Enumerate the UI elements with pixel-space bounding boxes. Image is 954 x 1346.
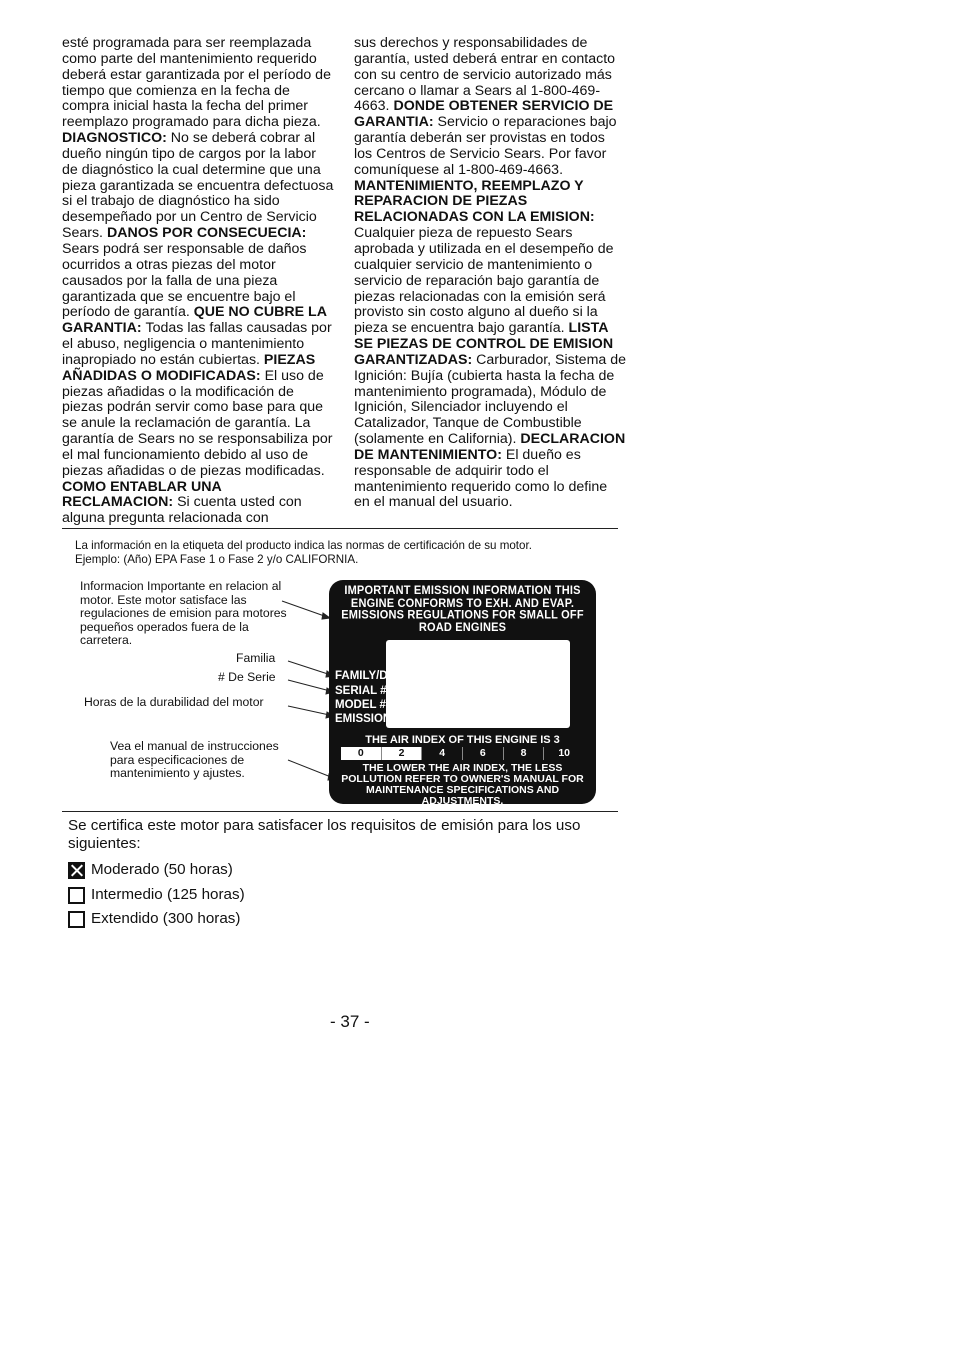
label-air-index: THE AIR INDEX OF THIS ENGINE IS 3 [365, 734, 560, 746]
para-como-entablar: Si cuenta usted con alguna pregunta relacionada con [62, 494, 302, 527]
para-que-no-cubre: Todas las fallas causadas por el abuso, negligencia o mantenimiento inapropiado no están cubiertas. [62, 320, 332, 368]
heading-como-entablar: COMO ENTABLAR UNA RECLAMACION: [62, 478, 222, 511]
air-index-scale [341, 747, 584, 760]
heading-donde-obtener: DONDE OBTENER SERVICIO DE GARANTIA: [354, 98, 614, 131]
para-lista-piezas: Carburador, Sistema de Ignición: Bujía (cubierta hasta la fecha de mantenimiento programada), Módulo de Ignición, Silenciador incluyendo el Catalizador, Tanque de Combustible (solamente en California). [354, 351, 627, 448]
para-danos: Sears podrá ser responsable de daños ocurridos a otras piezas del motor causados por la falla de una pieza garantizada que se encuentre bajo el período de garantía. [62, 240, 307, 321]
scale-tick-6: 6 [462, 747, 503, 760]
heading-que-no-cubre: QUE NO CUBRE LA GARANTIA: [62, 304, 327, 337]
scale-tick-0: 0 [341, 747, 381, 760]
heading-declaracion: DECLARACION DE MANTENIMIENTO: [354, 431, 626, 463]
callout-horas: Horas de la durabilidad del motor [84, 695, 264, 709]
label-emission: EMISSION [335, 713, 392, 725]
heading-diagnostico: DIAGNOSTICO: [62, 130, 171, 147]
right-column [354, 36, 626, 511]
label-header: IMPORTANT EMISSION INFORMATION THIS ENGINE CONFORMS TO EXH. AND EVAP. EMISSIONS REGULATIONS FOR SMALL OFF ROAD ENGINES [341, 584, 584, 634]
page-number: - 37 - [330, 1012, 370, 1031]
label-serial: SERIAL # [335, 685, 387, 697]
option-label: Moderado (50 horas) [91, 861, 233, 878]
callout-serie: # De Serie [218, 670, 276, 684]
note-line-1: La información en la etiqueta del producto indica las normas de certificación de su motor. [75, 539, 532, 552]
heading-lista-piezas: LISTA SE PIEZAS DE CONTROL DE EMISION GARANTIZADAS: [354, 320, 614, 368]
para-intro: esté programada para ser reemplazada como parte del mantenimiento requerido deberá estar garantizada por el período de tiempo que comienza en la fecha de compra inicial hasta la fecha del primer reemplazo programado para dicha pieza. [62, 35, 331, 131]
para-diagnostico: No se deberá cobrar al dueño ningún tipo de cargos por la labor de diagnóstico la cual determine que una pieza garantizada se encuentra defectuosa si el trabajo de diagnóstico ha sido desempeñado por un Centro de Servicio Sears. [62, 130, 334, 242]
scale-tick-8: 8 [503, 747, 544, 760]
divider-bottom [62, 811, 618, 812]
option-label: Extendido (300 horas) [91, 910, 241, 927]
para-piezas: El uso de piezas añadidas o la modificación de piezas podrán servir como base para que se anule la reclamación de garantía. La garantía de Sears no se responsabiliza por el mal funcionamiento debido al uso de piezas añadidas o de piezas modificadas. [62, 367, 333, 479]
option-extendido [68, 910, 240, 928]
divider-top [62, 528, 618, 529]
para-declaracion: El dueño es responsable de adquirir todo el mantenimiento requerido como lo define en el manual del usuario. [354, 446, 608, 511]
heading-danos: DANOS POR CONSECUECIA: [106, 225, 307, 242]
label-model: MODEL # [335, 699, 386, 711]
certification-note [75, 539, 635, 567]
callout-info: Informacion Importante en relacion al motor. Este motor satisface las regulaciones de emision para motores pequeños operados fuera de la carretera. [80, 579, 287, 648]
checkbox-checked-icon [68, 862, 85, 879]
certification-text: Se certifica este motor para satisfacer los requisitos de emisión para los uso siguientes: [68, 817, 581, 852]
option-moderado [68, 861, 233, 879]
scale-tick-4: 4 [421, 747, 462, 760]
option-label: Intermedio (125 horas) [91, 886, 245, 903]
heading-piezas: PIEZAS AÑADIDAS O MODIFICADAS: [62, 351, 316, 384]
left-column [62, 36, 334, 527]
checkbox-icon [68, 911, 85, 928]
option-intermedio [68, 886, 245, 904]
para-mantenimiento: Cualquier pieza de repuesto Sears aprobada y utilizada en el desempeño de cualquier servicio de mantenimiento o servicio de reparación bajo garantía de piezas relacionadas con la emisión será provisto sin costo alguno al dueño si la pieza se encuentra bajo garantía. [354, 225, 614, 337]
scale-tick-2: 2 [381, 747, 422, 760]
label-blank-box [386, 640, 570, 728]
callout-vea: Vea el manual de instrucciones para especificaciones de mantenimiento y ajustes. [110, 739, 279, 781]
checkbox-icon [68, 887, 85, 904]
heading-mantenimiento: MANTENIMIENTO, REEMPLAZO Y REPARACION DE PIEZAS RELACIONADAS CON LA EMISION: [354, 177, 595, 226]
label-footer: THE LOWER THE AIR INDEX, THE LESS POLLUTION REFER TO OWNER'S MANUAL FOR MAINTENANCE SPECIFICATIONS AND ADJUSTMENTS. [341, 762, 584, 807]
note-line-2: Ejemplo: (Año) EPA Fase 1 o Fase 2 y/o CALIFORNIA. [75, 553, 359, 566]
callout-familia: Familia [236, 651, 276, 665]
scale-tick-10: 10 [543, 747, 584, 760]
label-family: FAMILY/DISP. [335, 670, 408, 682]
para-donde-obtener: Servicio o reparaciones bajo garantía deberán ser provistas en todos los Centros de Servicio Sears. Por favor comuníquese al 1-800-469-4663. [354, 114, 617, 178]
emission-label [329, 580, 596, 807]
para-derechos: sus derechos y responsabilidades de garantía, usted deberá entrar en contacto con su centro de servicio autorizado más cercano o llamar a Sears al 1-800-469-4663. [354, 35, 616, 115]
